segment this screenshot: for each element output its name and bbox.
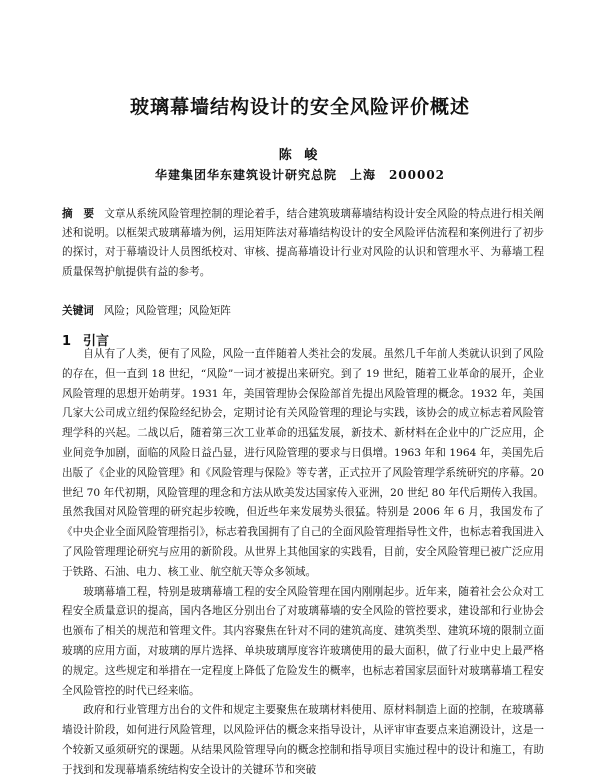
section-body bbox=[62, 345, 544, 781]
abstract-label: 摘 要 bbox=[62, 208, 95, 220]
keywords-label: 关键词 bbox=[62, 305, 94, 317]
keywords-text: 风险；风险管理；风险矩阵 bbox=[103, 305, 231, 317]
section-number: 1 bbox=[62, 334, 72, 349]
author-name: 陈 峻 bbox=[278, 148, 322, 163]
section-title: 引言 bbox=[83, 334, 110, 349]
body-paragraph: 政府和行业管理方出台的文件和规定主要聚焦在玻璃材料使用、原材料制造上面的控制，在玻璃幕墙设计阶段，如何进行风险管理，以风险评估的概念来指导设计，从评审审查要点来追溯设计，这是一个较新又亟须研究的课题。从结果风险管理导向的概念控制和指导项目实施过程中的设计和施工，有助于找到和发现幕墙系统结构安全设计的关键环节和突破 bbox=[62, 704, 544, 776]
abstract bbox=[62, 205, 544, 282]
body-paragraph: 玻璃幕墙工程，特别是玻璃幕墙工程的安全风险管理在国内刚刚起步。近年来，随着社会公众对工程安全质量意识的提高，国内各地区分别出台了对玻璃幕墙的安全风险的管控要求，建设部和行业协会也颁布了相关的规范和管理文件。其内容聚焦在针对不同的建筑高度、建筑类型、建筑环境的限制立面玻璃的应用方面，对玻璃的厚片选择、单块玻璃厚度容许玻璃使用的最大面积，做了行业中史上最严格的规定。这些规定和举措在一定程度上降低了危险发生的概率，也标志着国家层面针对玻璃幕墙工程安全风险管控的时代已经来临。 bbox=[62, 585, 544, 697]
keywords bbox=[62, 302, 544, 321]
affiliation: 华建集团华东建筑设计研究总院 上海 200002 bbox=[154, 168, 446, 182]
paper-title: 玻璃幕墙结构设计的安全风险评价概述 bbox=[129, 96, 470, 118]
body-paragraph: 自从有了人类，便有了风险，风险一直伴随着人类社会的发展。虽然几千年前人类就认识到了风险的存在，但一直到 18 世纪，“风险”一词才被提出来研究。到了 19 世纪，随着工业革命的展开，企业风险管理的思想开始萌芽。1931 年，美国管理协会保险部首先提出风险管理的概念。1932 年，美国几家大公司成立纽约保险经纪协会，定期讨论有关风险管理的理论与实践，该协会的成立标志着风险管理学科的兴起。二战以后，随着第三次工业革命的迅猛发展，新技术、新材料在企业中的广泛应用，企业间竞争加剧，面临的风险日益凸显，进行风险管理的要求与日俱增。1963 年和 1964 年，美国先后出版了《企业的风险管理》和《风险管理与保险》等专著，正式拉开了风险管理学系统研究的序幕。20 世纪 70 年代初期，风险管理的理念和方法从欧美发达国家传入亚洲，20 世纪 80 年代后期传入我国。虽然我国对风险管理的研究起步较晚，但近些年来发展势头很猛。特别是 2006 年 6 月，我国发布了《中央企业全面风险管理指引》，标志着我国拥有了自己的全面风险管理指导性文件，也标志着我国进入了风险管理理论研究与应用的新阶段。从世界上其他国家的实践看，目前，安全风险管理已被广泛应用于铁路、石油、电力、核工业、航空航天等众多领域。 bbox=[62, 348, 545, 578]
abstract-text: 文章从系统风险管理控制的理论着手，结合建筑玻璃幕墙结构设计安全风险的特点进行相关阐述和说明。以框架式玻璃幕墙为例，运用矩阵法对幕墙结构设计的安全风险评估流程和案例进行了初步的探讨，对于幕墙设计人员图纸校对、审核、提高幕墙设计行业对风险的认识和管理水平、为幕墙工程质量保驾护航提供有益的参考。 bbox=[62, 208, 545, 278]
